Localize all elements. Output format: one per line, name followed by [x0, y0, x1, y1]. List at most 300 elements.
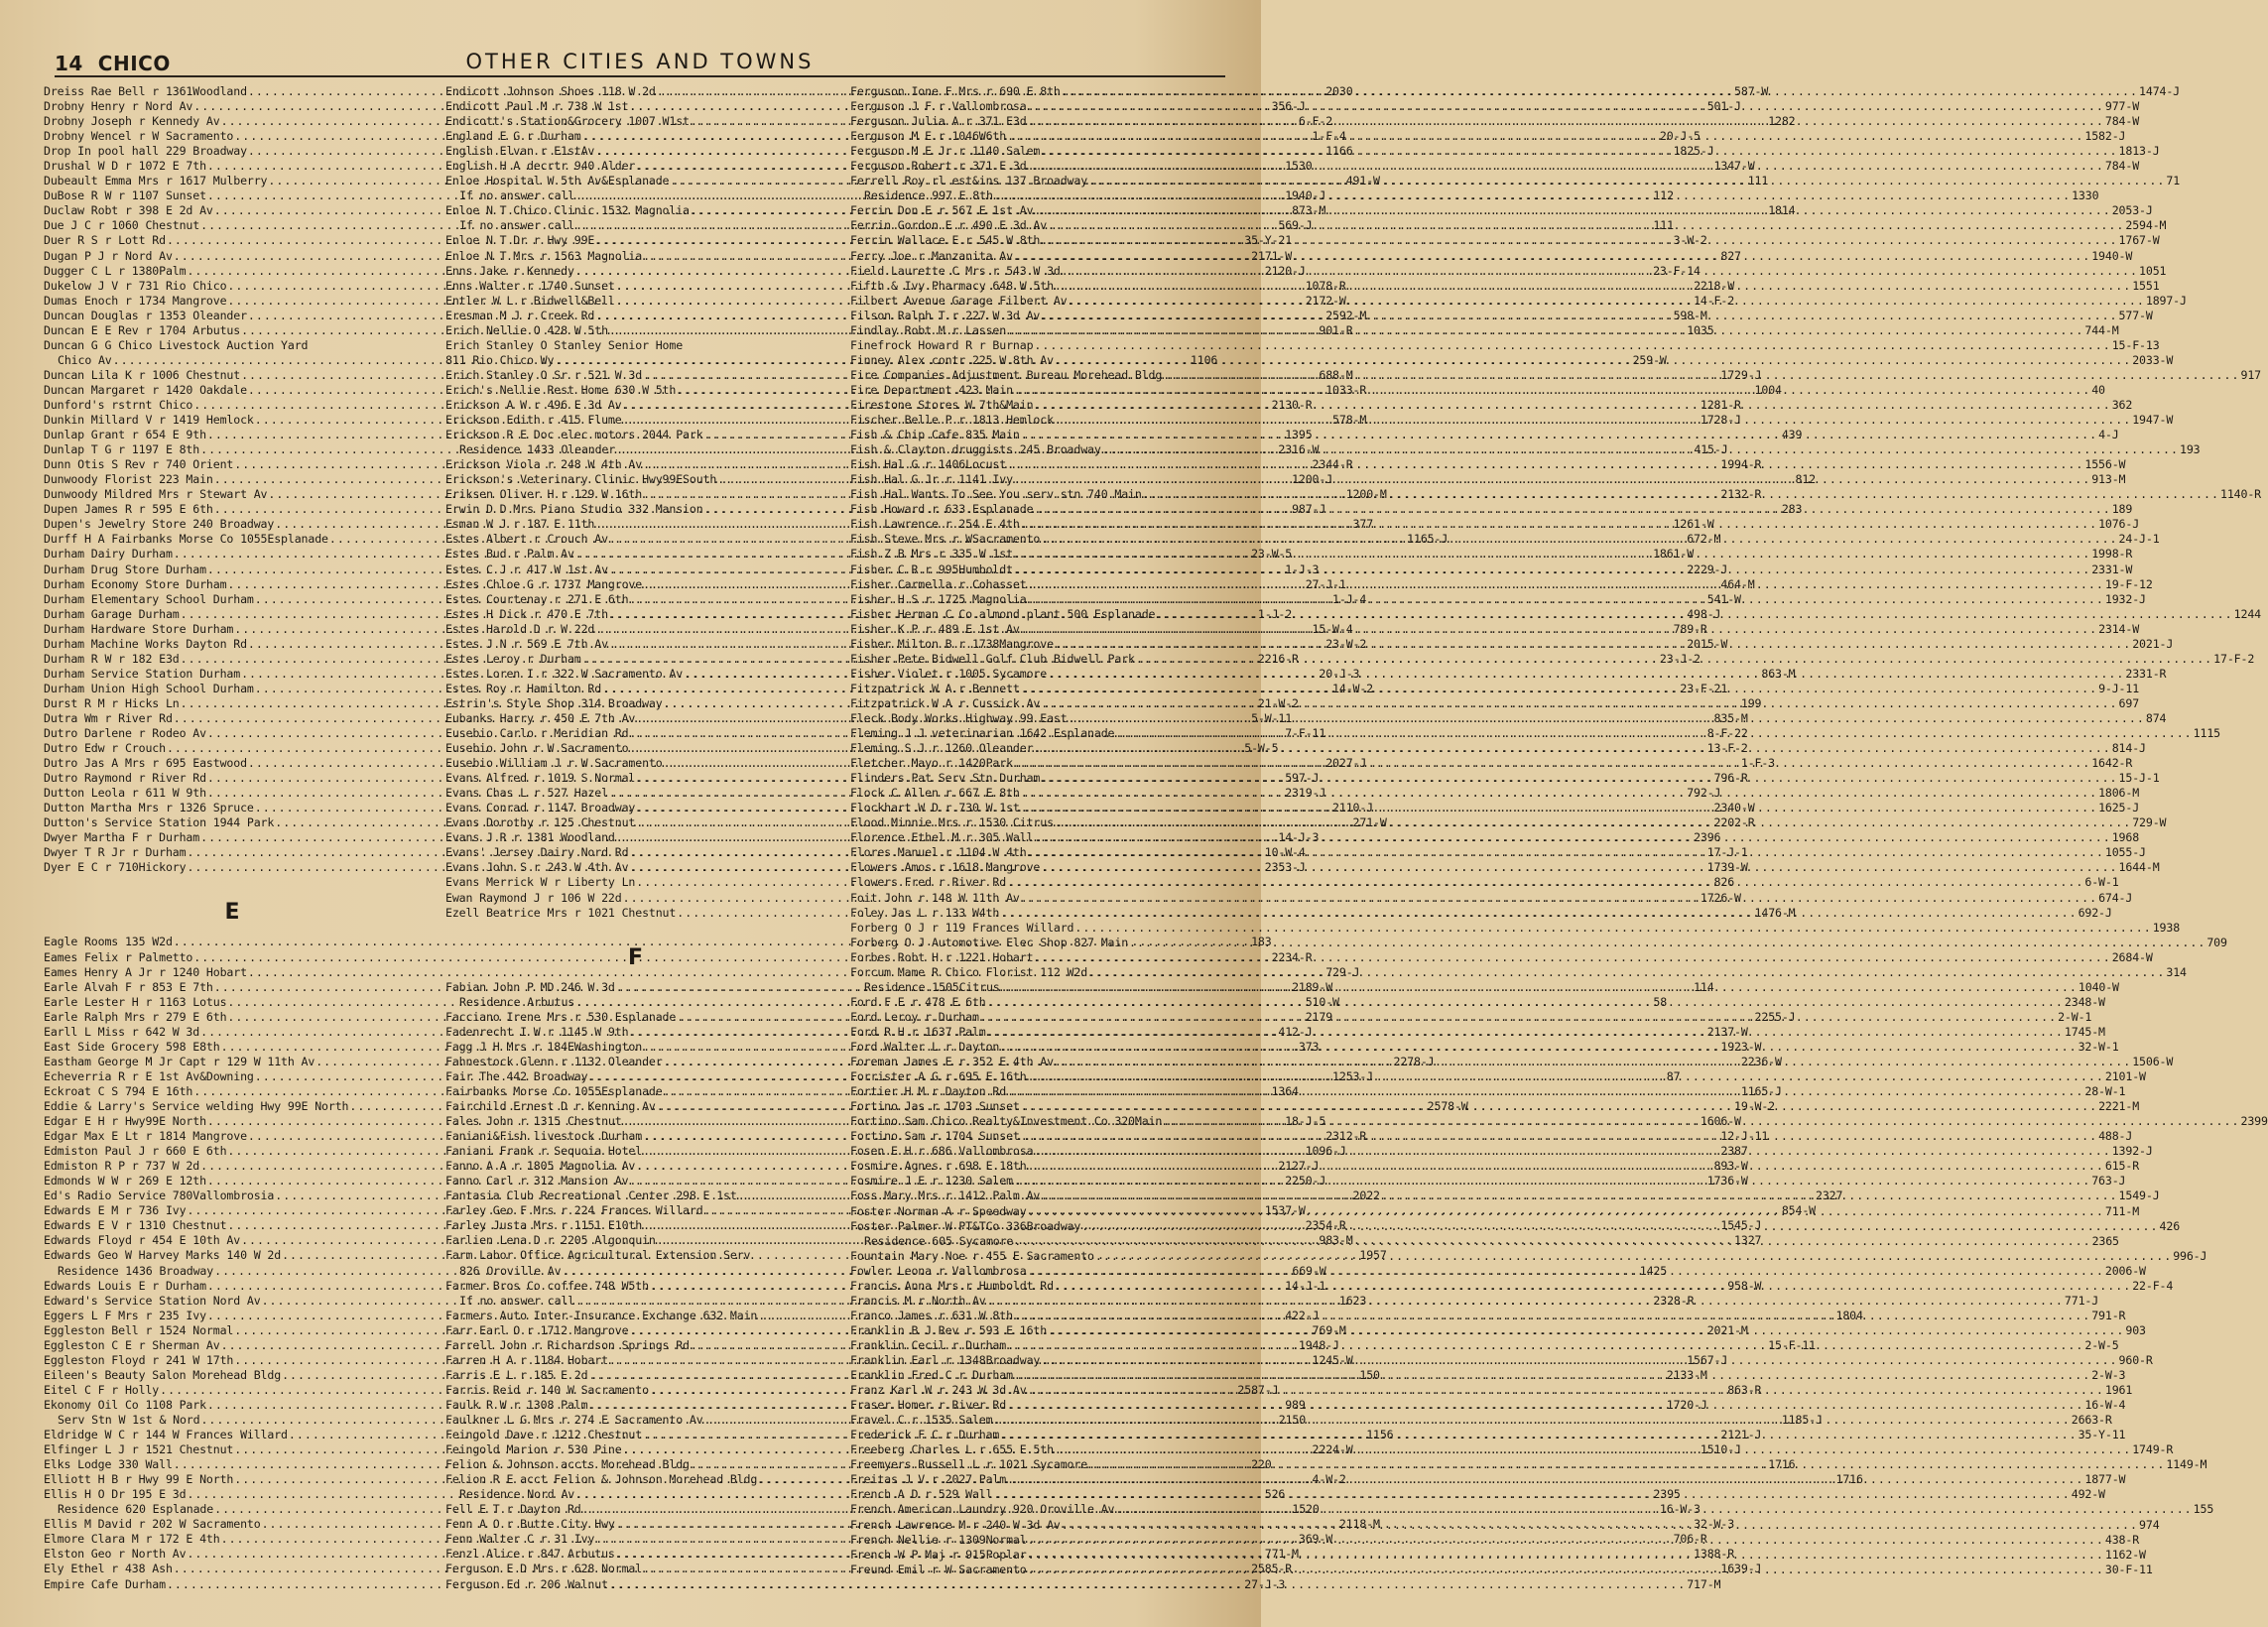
- dot-leader: [987, 1294, 2064, 1309]
- phone-number: 412-J: [1278, 1024, 1313, 1039]
- phone-number: 155: [2193, 1502, 2214, 1517]
- listing-name: Edwards Louis E r Durham: [44, 1278, 206, 1293]
- dot-leader: [1028, 592, 2104, 607]
- listing-name: Residence Nord Av: [459, 1487, 575, 1502]
- listing-name: Residence 1436 Broadway: [58, 1263, 214, 1278]
- phone-number: 28-W-1: [2084, 1084, 2126, 1099]
- listing-name: Eubanks Harry r 450 E 7th Av: [445, 710, 636, 725]
- dot-leader: [1041, 532, 2117, 547]
- page-header: [55, 50, 1225, 77]
- listing-name: Dwyer Martha F r Durham: [44, 830, 200, 845]
- phone-number: 356-J: [1271, 99, 1306, 114]
- phone-number: 2255-J: [1754, 1009, 1796, 1024]
- listing-name: Ferrell Roy rl est&ins 137 Broadway: [850, 174, 1088, 188]
- listing-name: Estes Loren I r 322 W Sacramento Av: [445, 666, 684, 681]
- listing-name: Foster Norman A r Speedway: [850, 1203, 1027, 1218]
- dot-leader: [1007, 457, 2083, 472]
- dot-leader: [1028, 1563, 2104, 1577]
- phone-number: 1804: [1835, 1308, 1863, 1322]
- phone-number: 1327: [1734, 1233, 1762, 1248]
- dot-leader: [1028, 1548, 2104, 1563]
- listing-name: Eddie & Larry's Service welding Hwy 99E North: [44, 1099, 349, 1113]
- listing-name: Endicott Johnson Shoes 118 W 2d: [445, 84, 656, 98]
- phone-number: 18-J-5: [1285, 1114, 1326, 1129]
- listing-name: Durham R W r 182 E3d: [44, 651, 180, 666]
- listing-name: Fletcher Mayo r 1420Park: [850, 756, 1013, 771]
- listing-name: Fisher Violet r 1005 Sycamore: [850, 666, 1048, 681]
- phone-number: 1716: [1835, 1472, 1863, 1487]
- phone-number: 2250-J: [1285, 1174, 1326, 1189]
- listing-name: Fairbanks Morse Co 1055Esplanade: [445, 1083, 663, 1098]
- listing-name: Ferrin Don E r 567 E 1st Av: [850, 203, 1034, 218]
- phone-number: 1932-J: [2104, 591, 2146, 606]
- phone-number: 706-R: [1673, 1532, 1707, 1547]
- listing-name: Duncan E E Rev r 1704 Arbutus: [44, 322, 241, 337]
- dot-leader: [1048, 667, 2124, 682]
- phone-number: 2022: [1352, 1189, 1380, 1203]
- listing-name: Enloe Hospital W 5th Av&Esplanade: [445, 174, 670, 188]
- listing-name: Eileen's Beauty Salon Morehead Bldg: [44, 1367, 282, 1382]
- listing-name: Ford Walter L r Dayton: [850, 1040, 1000, 1054]
- phone-number: 541-W: [1706, 591, 1741, 606]
- dot-leader: [1034, 502, 2110, 517]
- listing-name: Eastham George M Jr Capt r 129 W 11th Av: [44, 1054, 315, 1068]
- phone-number: 9-J-11: [2098, 681, 2140, 695]
- phone-number: 1897-J: [2145, 293, 2187, 308]
- dot-leader: [1000, 1040, 2077, 1055]
- listing-name: Estes Chloe G r 1737 Mangrove: [445, 576, 643, 591]
- listing-name: Filson Ralph T r 227 W 3d Av: [850, 308, 1041, 322]
- phone-number: 1200-M: [1345, 487, 1387, 502]
- listing-name: Freeberg Charles L r 655 E 5th: [850, 1442, 1054, 1457]
- phone-number: 577-W: [2118, 308, 2153, 322]
- listing-name: Fales John r 1315 Chestnut: [445, 1114, 622, 1129]
- listing-row: [850, 337, 2160, 353]
- listing-name: Enloe N T Chico Clinic 1532 Magnolia: [445, 203, 690, 218]
- listing-name: Dunwoody Mildred Mrs r Stewart Av: [44, 487, 268, 502]
- dot-leader: [1014, 1309, 2090, 1323]
- listing-name: Dumas Enoch r 1734 Mangrove: [44, 293, 227, 308]
- listing-name: Fish & Clayton druggists 245 Broadway: [850, 442, 1101, 457]
- phone-number: 1245-W: [1312, 1352, 1353, 1367]
- phone-number: 1729-J: [1720, 367, 1762, 382]
- listing-name: Flock C Allen r 667 E 8th: [850, 786, 1020, 801]
- listing-name: Estes Bud r Palm Av: [445, 547, 574, 562]
- listing-name: Flood Minnie Mrs r 1530 Citrus: [850, 815, 1054, 830]
- dot-leader: [1062, 264, 2138, 279]
- phone-number: 987-J: [1292, 502, 1326, 517]
- phone-number: 2224-W: [1312, 1442, 1353, 1457]
- listing-name: Residence 620 Esplanade: [58, 1502, 214, 1517]
- phone-number: 2340-W: [1713, 801, 1755, 815]
- phone-number: 791-R: [2091, 1308, 2126, 1322]
- phone-number: 1877-W: [2084, 1472, 2126, 1487]
- phone-number: 58: [1653, 994, 1668, 1009]
- listing-name: Eusebio William J r W Sacramento: [445, 756, 663, 771]
- listing-name: Ferguson Robert r 371 E 3d: [850, 159, 1027, 174]
- listing-name: Durham Elementary School Durham: [44, 591, 254, 606]
- listing-name: Fantasia Club Recreational Center 298 E 1st: [445, 1189, 737, 1203]
- listing-name: Fosmire Agnes r 698 E 18th: [850, 1159, 1027, 1174]
- phone-number: 1716: [1768, 1457, 1796, 1472]
- listing-name: Fairchild Ernest D r Kenning Av: [445, 1099, 656, 1113]
- phone-number: 1165-J: [1407, 532, 1449, 547]
- phone-number: 14-J-3: [1278, 830, 1320, 845]
- listing-name: Edwards Geo W Harvey Marks 140 W 2d: [44, 1248, 282, 1263]
- listing-name: Endicott's Station&Grocery 1007 W1st: [445, 114, 690, 129]
- phone-number: 439: [1781, 428, 1803, 442]
- listing-name: Fisher Pete Bidwell Golf Club Bidwell Park: [850, 651, 1135, 666]
- listing-name: Field Laurette C Mrs r 543 W 3d: [850, 263, 1061, 278]
- listing-name: Franklin B J Rev r 593 E 16th: [850, 1322, 1048, 1337]
- listing-name: Findlay Robt M r Lassen: [850, 322, 1007, 337]
- phone-number: 826: [1713, 875, 1735, 890]
- phone-number: 1510-J: [1700, 1442, 1741, 1457]
- page-number-value: 14: [55, 52, 83, 75]
- listing-name: Fanno Carl r 312 Mansion Av: [445, 1174, 629, 1189]
- listing-name: Eriksen Oliver H r 129 W 16th: [445, 487, 643, 502]
- phone-number: 1-F-3: [1740, 756, 1776, 771]
- listing-name: Ferry Joe r Manzanita Av: [850, 248, 1013, 263]
- listing-name: Fenzl Alice r 847 Arbutus: [445, 1547, 615, 1562]
- phone-number: 1244: [2233, 606, 2261, 621]
- listing-name: Ferguson Julia A r 371 E3d: [850, 114, 1027, 129]
- phone-number: 1282: [1768, 114, 1796, 129]
- phone-number: 23-W-5: [1251, 547, 1293, 562]
- phone-number: 1947-W: [2132, 413, 2174, 428]
- listing-name: Earle Alvah F r 853 E 7th: [44, 979, 213, 994]
- phone-number: 913-M: [2091, 472, 2126, 487]
- phone-number: 2278-J: [1393, 1054, 1435, 1068]
- phone-number: 2331-R: [2125, 666, 2167, 681]
- phone-number: 996-J: [2173, 1248, 2207, 1263]
- phone-number: 958-W: [1727, 1278, 1762, 1293]
- listing-name: Fifth & Ivy Pharmacy 648 W 5th: [850, 278, 1054, 293]
- listing-name: Dunlap T G r 1197 E 8th: [44, 442, 200, 457]
- dot-leader: [1014, 756, 2090, 771]
- phone-number: 2344-R: [1312, 457, 1353, 472]
- dot-leader: [1021, 1129, 2097, 1144]
- listing-name: Durham Economy Store Durham: [44, 576, 227, 591]
- phone-number: 1567-J: [1687, 1352, 1728, 1367]
- phone-number: 464-M: [1720, 576, 1755, 591]
- listing-name: Ewan Raymond J r 106 W 22d: [445, 890, 622, 905]
- phone-number: 2319-J: [1285, 786, 1326, 801]
- dot-leader: [1007, 1398, 2083, 1413]
- listing-name: Chico Av: [58, 352, 112, 367]
- phone-number: 1739-W: [1706, 860, 1748, 875]
- phone-number: 1506-W: [2132, 1055, 2174, 1069]
- listing-name: Farris Reid r 140 W Sacramento: [445, 1382, 649, 1397]
- listing-name: Empire Cafe Durham: [44, 1576, 166, 1591]
- phone-number: 10-W-4: [1264, 845, 1306, 860]
- phone-number: 1-J-4: [1332, 591, 1367, 606]
- listing-name: Enns Walter r 1740 Sunset: [445, 278, 615, 293]
- listing-name: Dutro Jas A Mrs r 695 Eastwood: [44, 756, 247, 771]
- phone-number: 1813-J: [2118, 144, 2160, 159]
- listing-name: Fortino Sam r 1704 Sunset: [850, 1129, 1020, 1144]
- phone-number: 40: [2091, 382, 2105, 397]
- dot-leader: [1014, 1368, 2090, 1383]
- listing-name: Dutton's Service Station 1944 Park: [44, 815, 275, 830]
- phone-number: 2133-M: [1666, 1367, 1707, 1382]
- phone-number: 672-M: [1687, 532, 1721, 547]
- listing-name: Edwards Floyd r 454 E 10th Av: [44, 1233, 241, 1248]
- phone-number: 1940-J: [1285, 188, 1326, 203]
- phone-number: 903: [2125, 1322, 2146, 1337]
- listing-name: Endicott Paul M r 738 W 1st: [445, 99, 629, 114]
- phone-number: 1004: [1754, 382, 1782, 397]
- phone-number: 27-J-1: [1305, 576, 1346, 591]
- phone-number: 283: [1781, 502, 1803, 517]
- phone-number: 792-J: [1687, 786, 1721, 801]
- dot-leader: [1000, 906, 2077, 921]
- phone-number: 8-F-22: [1706, 726, 1748, 741]
- listing-name: Eggleston C E r Sherman Av: [44, 1337, 220, 1352]
- phone-number: 13-F-2: [1706, 741, 1748, 756]
- listing-name: Foit John r 148 W 11th Av: [850, 890, 1020, 905]
- phone-number: 789-R: [1673, 621, 1707, 636]
- phone-number: 20-J-5: [1659, 129, 1701, 144]
- dot-leader: [1041, 860, 2117, 875]
- phone-number: 2021-M: [1706, 1322, 1748, 1337]
- listing-name: Franklin Fred C r Durham: [850, 1368, 1013, 1383]
- phone-number: 377: [1352, 517, 1374, 532]
- page-title: OTHER CITIES AND TOWNS: [465, 50, 815, 73]
- listing-name: Ellis M David r 202 W Sacramento: [44, 1517, 261, 1532]
- dot-leader: [1021, 682, 2097, 696]
- dot-leader: [1021, 786, 2097, 801]
- phone-number: 1806-M: [2098, 786, 2140, 801]
- listing-name: Fischer Belle P r 1813 Hemlock: [850, 413, 1054, 428]
- phone-number: 14-J-1: [1285, 1278, 1326, 1293]
- phone-number: 2015-W: [1687, 636, 1728, 651]
- dot-leader: [1055, 637, 2131, 652]
- phone-number: 2137-W: [1706, 1024, 1748, 1039]
- phone-number: 35-Y-21: [1244, 233, 1293, 248]
- phone-number: 1106: [1190, 352, 1218, 367]
- dot-leader: [1055, 1055, 2131, 1069]
- listing-name: Franklin Cecil r Durham: [850, 1337, 1007, 1352]
- phone-number: 974: [2139, 1517, 2160, 1532]
- phone-number: 1938: [2152, 920, 2181, 935]
- dot-leader: [1014, 383, 2090, 398]
- listing-name: Evans Conrad r 1147 Broadway: [445, 801, 636, 815]
- phone-number: 854-W: [1781, 1203, 1816, 1218]
- phone-number: 15-F-11: [1768, 1337, 1816, 1352]
- phone-number: 114: [1694, 979, 1714, 994]
- phone-number: 12-J-11: [1720, 1129, 1769, 1144]
- listing-name: Farlien Lena D r 2205 Algonquin: [445, 1233, 656, 1248]
- phone-number: 15-W-4: [1312, 621, 1353, 636]
- dot-leader: [1021, 801, 2097, 815]
- phone-number: 2132-R: [1720, 487, 1762, 502]
- phone-number: 1078-R: [1305, 278, 1346, 293]
- listing-name: Farmers Auto Inter-Insurance Exchange 632 Main: [445, 1308, 758, 1322]
- listing-name: Firestone Stores W 7th&Main: [850, 397, 1034, 412]
- phone-number: 4-J: [2098, 428, 2119, 442]
- dot-leader: [1007, 1472, 2083, 1487]
- dot-leader: [1034, 950, 2110, 965]
- phone-number: 87: [1666, 1068, 1681, 1083]
- phone-number: 1281-R: [1700, 397, 1741, 412]
- phone-number: 697: [2118, 695, 2140, 710]
- dot-leader: [994, 188, 2071, 203]
- listing-name: Fire Department 423 Main: [850, 382, 1013, 397]
- phone-number: 2663-R: [2071, 1413, 2112, 1428]
- phone-number: 827: [1720, 248, 1741, 263]
- listing-name: Ferrin Gordon E r 490 E 3d Av: [850, 218, 1048, 233]
- phone-number: 2171-W: [1251, 248, 1293, 263]
- dot-leader: [1007, 129, 2083, 144]
- dot-leader: [1014, 1234, 2090, 1249]
- phone-number: 488-J: [2098, 1129, 2133, 1144]
- phone-number: 2365: [2091, 1233, 2119, 1248]
- phone-number: 1948-J: [1298, 1337, 1339, 1352]
- listing-name: Drobny Wencel r W Sacramento: [44, 129, 234, 144]
- phone-number: 2387: [1720, 1144, 1748, 1159]
- listing-name: French Nellie r 1309Normal: [850, 1532, 1027, 1547]
- phone-number: 771-J: [2064, 1293, 2099, 1308]
- dot-leader: [1062, 1518, 2138, 1533]
- listing-name: Farmer Bros Co coffee 748 W5th: [445, 1278, 649, 1293]
- listing-name: Dutton Leola r 611 W 9th: [44, 786, 206, 801]
- listing-name: Fosen E H r 686 Vallombrosa: [850, 1144, 1034, 1159]
- phone-number: 709: [2206, 935, 2227, 949]
- phone-number: 2118-M: [1338, 1517, 1380, 1532]
- phone-number: 369-W: [1298, 1532, 1333, 1547]
- dot-leader: [1055, 815, 2131, 830]
- listing-name: Fleck Body Works Highway 99 East: [850, 710, 1068, 725]
- listing-name: Erich Stanley O Sr r 521 W 3d: [445, 367, 643, 382]
- listing-name: Faniani Frank r Sequoia Hotel: [445, 1144, 643, 1159]
- phone-number: 1156: [1366, 1428, 1394, 1442]
- listing-name: English H A decrtr 940 Alder: [445, 159, 636, 174]
- listing-name: Dunlap Grant r 654 E 9th: [44, 428, 206, 442]
- dot-leader: [1048, 218, 2124, 233]
- listing-name: Duclaw Robt r 398 E 2d Av: [44, 203, 213, 218]
- listing-name: Facciano Irene Mrs r 530 Esplanade: [445, 1009, 677, 1024]
- listing-name: Edmonds W W r 269 E 12th: [44, 1174, 206, 1189]
- phone-number: 2027-J: [1325, 756, 1367, 771]
- listing-name: Dreiss Rae Bell r 1361Woodland: [44, 84, 247, 98]
- dot-leader: [1143, 487, 2219, 502]
- dot-leader: [1041, 1353, 2117, 1368]
- phone-number: 2189-W: [1292, 979, 1333, 994]
- listing-name: Eusebio Carlo r Meridian Rd: [445, 726, 629, 741]
- phone-number: 863-R: [1727, 1382, 1762, 1397]
- listing-name: Forcum Mame R Chico Florist 112 W2d: [850, 964, 1088, 979]
- listing-name: Faulkner L G Mrs r 274 E Sacramento Av: [445, 1412, 703, 1427]
- phone-number: 587-W: [1734, 84, 1769, 98]
- listing-name: Dugger C L r 1380Palm: [44, 263, 187, 278]
- dot-leader: [1095, 1249, 2172, 1264]
- phone-number: 2578-W: [1427, 1099, 1468, 1113]
- phone-number: 2202-R: [1713, 815, 1755, 830]
- phone-number: 21-W-2: [1257, 695, 1299, 710]
- phone-number: 2236-W: [1740, 1054, 1782, 1068]
- phone-number: 1474-J: [2139, 84, 2181, 98]
- listing-name: Dubeault Emma Mrs r 1617 Mulberry: [44, 174, 268, 188]
- listing-name: Florence Ethel M r 305 Wall: [850, 830, 1034, 845]
- listing-name: Residence 1433 Oleander: [459, 442, 616, 457]
- listing-name: Francis M r North Av: [850, 1293, 986, 1308]
- listing-name: Farren H A r 1184 Hobart: [445, 1352, 608, 1367]
- phone-number: 2314-W: [2098, 621, 2140, 636]
- phone-number: 1149-M: [2166, 1457, 2207, 1472]
- listing-name: Foster Palmer W PT&TCo 336Broadway: [850, 1218, 1081, 1233]
- listing-name: Evans Alfred r 1019 S Normal: [445, 771, 636, 786]
- phone-number: 1545-J: [1720, 1218, 1762, 1233]
- listing-name: Freemyers Russell L r 1021 Sycamore: [850, 1457, 1088, 1472]
- dot-leader: [1048, 1323, 2124, 1338]
- listing-name: Enloe N T Dr r Hwy 99E: [445, 233, 595, 248]
- listing-name: Fisher Milton B r 1738Mangrove: [850, 636, 1054, 651]
- listing-name: Ferguson Ed r 206 Walnut: [445, 1576, 608, 1591]
- phone-number: 1395: [1285, 428, 1313, 442]
- listing-name: Duer R S r Lott Rd: [44, 233, 166, 248]
- phone-number: 7-F-11: [1285, 726, 1326, 741]
- dot-leader: [1034, 830, 2110, 845]
- phone-number: 873-M: [1292, 203, 1326, 218]
- phone-number: 1720-J: [1666, 1397, 1707, 1412]
- phone-number: 71: [2166, 174, 2181, 188]
- listing-name: Evans Merrick W r Liberty Ln: [445, 875, 636, 890]
- phone-number: 1537-W: [1264, 1203, 1306, 1218]
- listing-name: Ferguson M E r 1046W6th: [850, 129, 1007, 144]
- dot-leader: [1007, 875, 2083, 890]
- listing-name: Duncan Margaret r 1420 Oakdale: [44, 382, 247, 397]
- listing-name: Estes C J r 417 W 1st Av: [445, 562, 608, 576]
- phone-number: 2150: [1278, 1412, 1307, 1427]
- listing-name: Durham Drug Store Durham: [44, 562, 206, 576]
- listing-name: Edward's Service Station Nord Av: [44, 1293, 261, 1308]
- phone-number: 2354-R: [1305, 1218, 1346, 1233]
- listing-name: English Elvan r E1stAv: [445, 144, 595, 159]
- phone-number: 688-M: [1319, 367, 1353, 382]
- listing-name: French A D r 529 Wall: [850, 1487, 993, 1502]
- phone-number: 15-F-13: [2111, 337, 2160, 352]
- phone-number: 1392-J: [2111, 1144, 2153, 1159]
- phone-number: 1261-W: [1673, 517, 1714, 532]
- phone-number: 1606-W: [1700, 1114, 1741, 1129]
- listing-name: Eggers L F Mrs r 235 Ivy: [44, 1308, 206, 1322]
- dot-leader: [1074, 921, 2151, 936]
- phone-number: 2-W-5: [2084, 1337, 2119, 1352]
- listing-name: Duncan Lila K r 1006 Chestnut: [44, 367, 241, 382]
- listing-name: Dukelow J V r 731 Rio Chico: [44, 278, 227, 293]
- phone-number: 1096-J: [1305, 1144, 1346, 1159]
- listing-name: Evans John S r 243 W 4th Av: [445, 860, 629, 875]
- phone-number: 1728-J: [1700, 413, 1741, 428]
- listing-name: Ferrin Wallace E r 545 W 8th: [850, 233, 1041, 248]
- phone-number: 901-R: [1319, 322, 1353, 337]
- listing-name: Eames Henry A Jr r 1240 Hobart: [44, 964, 247, 979]
- phone-number: 598-M: [1673, 308, 1707, 322]
- dot-leader: [1088, 965, 2165, 980]
- dot-leader: [1069, 294, 2145, 309]
- phone-number: 2006-W: [2104, 1263, 2146, 1278]
- dot-leader: [1034, 741, 2110, 756]
- dot-leader: [1028, 577, 2104, 592]
- phone-number: 2179: [1305, 1009, 1333, 1024]
- listing-name: England E G r Durham: [445, 129, 581, 144]
- phone-number: 1745-M: [2064, 1024, 2105, 1039]
- phone-number: 27-J-3: [1244, 1576, 1286, 1591]
- dot-leader: [1088, 174, 2165, 188]
- phone-number: 23-F-21: [1680, 681, 1728, 695]
- phone-number: 32-W-1: [2078, 1040, 2119, 1054]
